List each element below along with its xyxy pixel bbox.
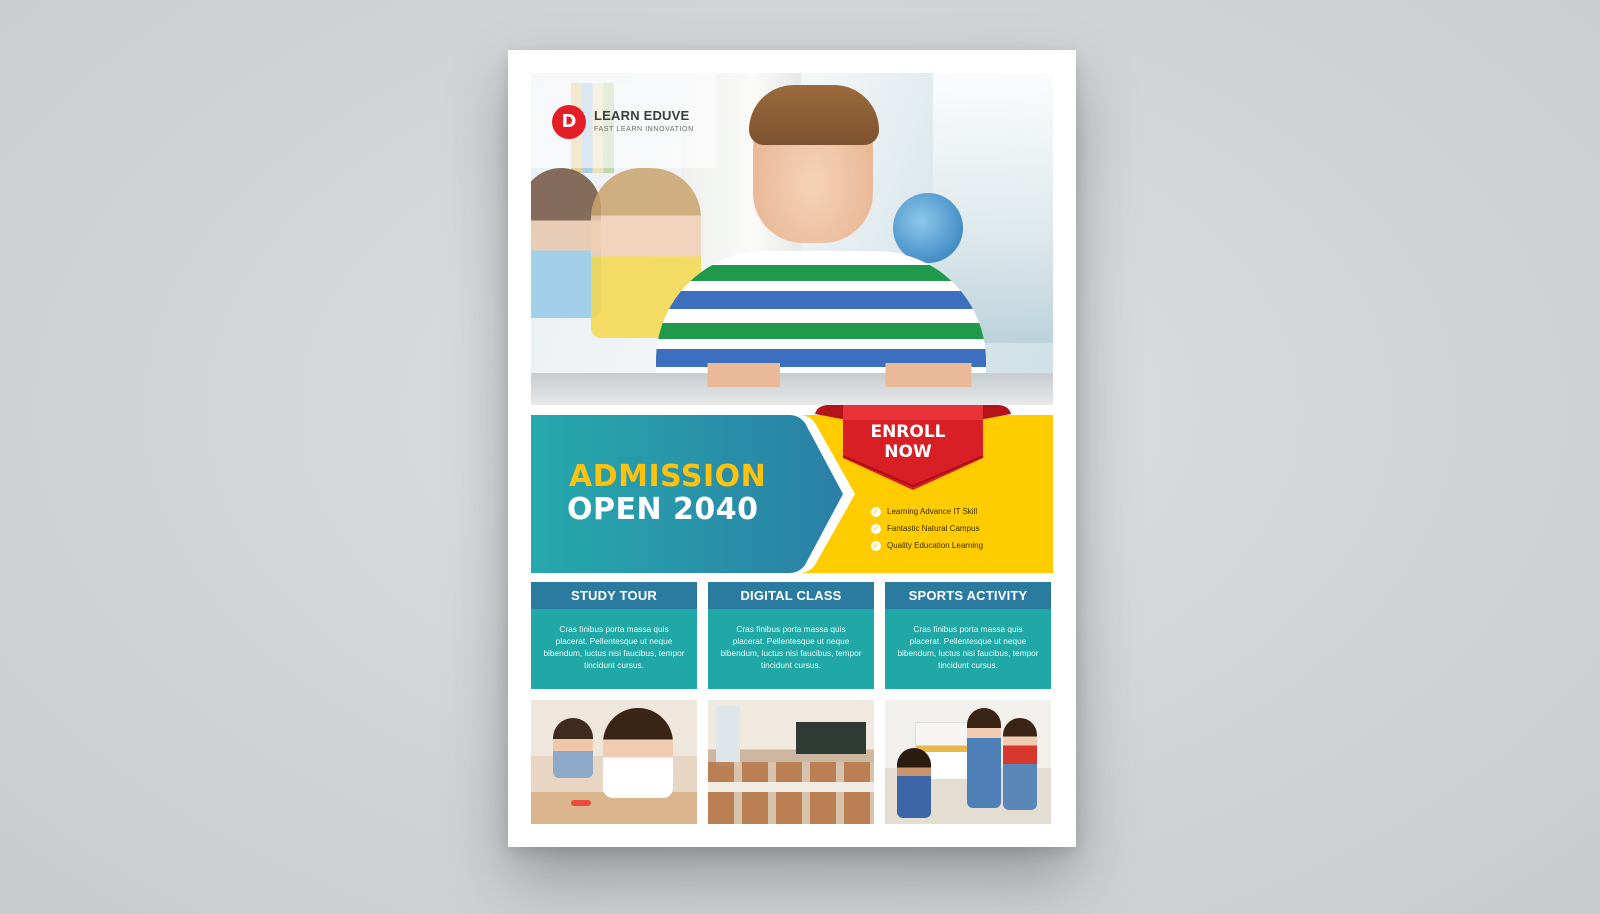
hero-photo bbox=[531, 73, 1053, 405]
photo-desk-tops bbox=[708, 782, 874, 792]
photo-child-sitting bbox=[897, 748, 931, 818]
photo-crayon bbox=[571, 800, 591, 806]
photo-child-standing bbox=[967, 708, 1001, 808]
photo-blackboard bbox=[796, 722, 866, 754]
logo-area bbox=[531, 73, 716, 168]
card-sports-activity bbox=[885, 582, 1051, 689]
photo-classroom bbox=[708, 700, 874, 824]
card-digital-class bbox=[708, 582, 874, 689]
feature-item bbox=[871, 520, 983, 537]
enroll-line-1[interactable]: ENROLL bbox=[870, 422, 946, 442]
brand-name: LEARN EDUVE bbox=[594, 108, 690, 123]
brand-tagline: FAST LEARN INNOVATION bbox=[594, 126, 694, 133]
photo-child-front bbox=[603, 708, 673, 798]
feature-label: Learning Advance IT Skill bbox=[887, 507, 978, 516]
check-circle-icon: ✓ bbox=[872, 506, 880, 516]
feature-label: Quality Education Learning bbox=[887, 541, 984, 550]
admission-title: ADMISSION bbox=[569, 459, 767, 494]
card-text: Cras finibus porta massa quis placerat. Pellentesque ut neque bibendum, luctus nisi faucibus, tempor tincidunt cursus. bbox=[543, 624, 685, 670]
card-study-tour bbox=[531, 582, 697, 689]
school-admission-flyer bbox=[508, 50, 1076, 847]
admission-year: OPEN 2040 bbox=[567, 492, 759, 527]
check-circle-icon: ✓ bbox=[872, 523, 880, 533]
check-circle-icon: ✓ bbox=[872, 540, 880, 550]
card-title: SPORTS ACTIVITY bbox=[885, 582, 1051, 609]
photo-children-drawing bbox=[531, 700, 697, 824]
feature-label: Fantastic Natural Campus bbox=[887, 524, 980, 533]
logo-icon: D bbox=[552, 105, 586, 139]
globe-icon bbox=[893, 193, 963, 263]
photo-child-back bbox=[553, 718, 593, 778]
photo-desks bbox=[708, 762, 874, 824]
hero-boy-hair bbox=[749, 85, 879, 145]
feature-list bbox=[871, 503, 983, 554]
photo-playroom bbox=[885, 700, 1051, 824]
enroll-line-2[interactable]: NOW bbox=[884, 442, 932, 462]
card-text: Cras finibus porta massa quis placerat. Pellentesque ut neque bibendum, luctus nisi faucibus, tempor tincidunt cursus. bbox=[897, 624, 1039, 670]
card-title: STUDY TOUR bbox=[531, 582, 697, 609]
feature-item bbox=[871, 503, 983, 520]
hero-hands bbox=[681, 363, 1011, 387]
photo-child-red-shirt bbox=[1003, 718, 1037, 810]
feature-item bbox=[871, 537, 983, 554]
card-title: DIGITAL CLASS bbox=[708, 582, 874, 609]
enroll-now-label[interactable] bbox=[858, 422, 958, 462]
card-text: Cras finibus porta massa quis placerat. Pellentesque ut neque bibendum, luctus nisi faucibus, tempor tincidunt cursus. bbox=[720, 624, 862, 670]
photo-window bbox=[716, 706, 740, 766]
